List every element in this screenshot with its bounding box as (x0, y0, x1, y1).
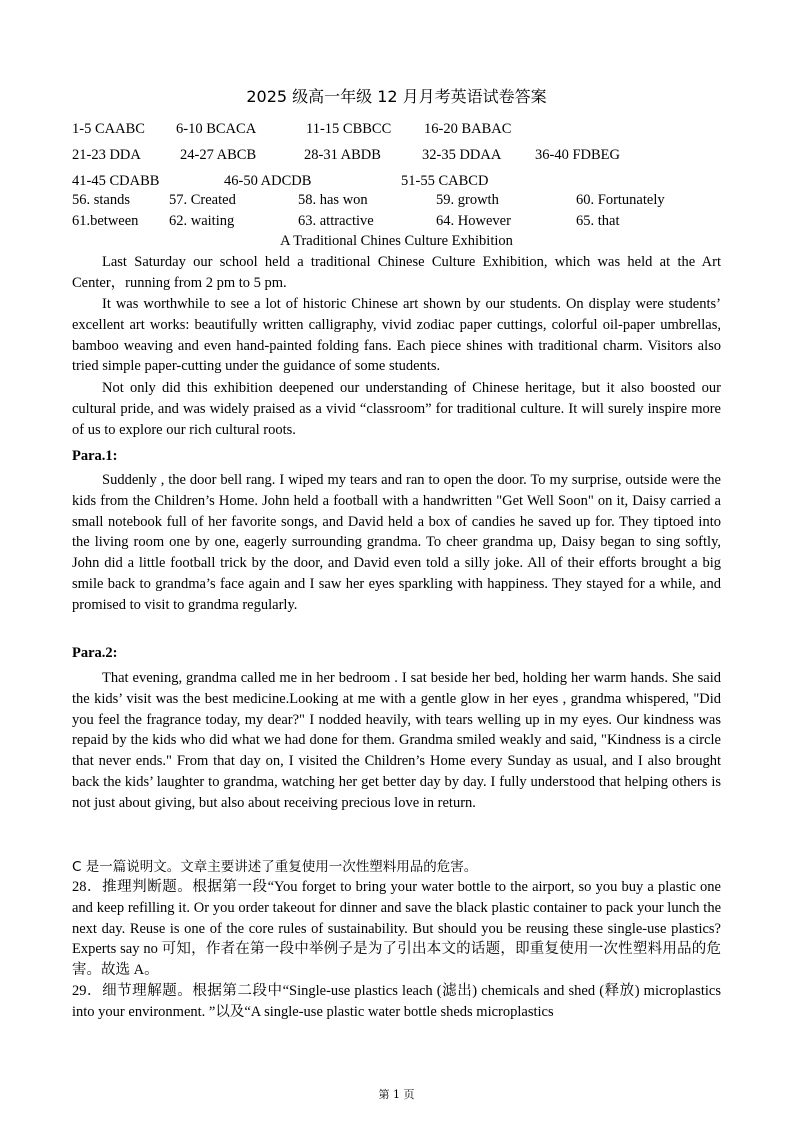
answer-item: 59. growth (436, 192, 499, 208)
essay-paragraph-2: It was worthwhile to see a lot of historic Chinese art shown by our students. On display were students’ excellent art works: beautifully written calligraphy, vivid zodiac paper cuttings, colorful oil-paper umbrellas, bamboo weaving and even hand-painted folding fans. Each piece shines with traditional charm. Visitors also tried simple paper-cutting under the guidance of some students. (72, 296, 721, 375)
question-29-explanation: 29．细节理解题。根据第二段中“Single-use plastics leach (滤出) chemicals and shed (释放) microplastics into your environment. ”以及“A single-use plastic water bottle sheds microplastics (72, 983, 721, 1020)
page-number: 第 1 页 (378, 1088, 415, 1101)
answer-group: 24-27 ABCB (180, 147, 257, 163)
answer-item: 64. However (436, 213, 511, 229)
answer-group: 46-50 ADCDB (224, 173, 312, 189)
answer-group: 28-31 ABDB (304, 147, 381, 163)
essay-paragraph-1: Last Saturday our school held a traditional Chinese Culture Exhibition, which was held at the Art Center，running from 2 pm to 5 pm. (72, 254, 721, 291)
passage-c-intro-text: C 是一篇说明文。文章主要讲述了重复使用一次性塑料用品的危害。 (72, 859, 478, 875)
answer-group: 16-20 BABAC (424, 121, 512, 137)
answer-item: 63. attractive (298, 213, 374, 229)
answer-item: 57. Created (169, 192, 236, 208)
answer-group: 6-10 BCACA (176, 121, 257, 137)
answer-item: 61.between (72, 213, 139, 229)
answer-item: 58. has won (298, 192, 368, 208)
answer-group: 41-45 CDABB (72, 173, 160, 189)
para2-heading: Para.2: (72, 645, 118, 661)
answer-item: 60. Fortunately (576, 192, 665, 208)
answer-item: 56. stands (72, 192, 130, 208)
page-title: 2025 级高一年级 12 月月考英语试卷答案 (246, 87, 547, 106)
answer-group: 21-23 DDA (72, 147, 141, 163)
essay-paragraph-3: Not only did this exhibition deepened our understanding of Chinese heritage, but it also boosted our cultural pride, and was widely praised as a vivid “classroom” for traditional culture. It will surely inspire more of us to explore our rich cultural roots. (72, 380, 721, 438)
answer-group: 36-40 FDBEG (535, 147, 620, 163)
answer-group: 32-35 DDAA (422, 147, 502, 163)
answer-item: 65. that (576, 213, 620, 229)
para1-heading: Para.1: (72, 448, 118, 464)
question-28-explanation: 28．推理判断题。根据第一段“You forget to bring your water bottle to the airport, so you buy a plastic one and keep refilling it. Or you order takeout for dinner and save the black plastic container to pack your lunch the next day. Reuse is one of the core rules of sustainability. But should you be reusing these single-use plastics? Experts say no 可知，作者在第一段中举例子是为了引出本文的话题，即重复使用一次性塑料用品的危害。故选 A。 (72, 879, 721, 979)
para2-text: That evening, grandma called me in her bedroom . I sat beside her bed, holding her warm hands. She said the kids’ visit was the best medicine.Looking at me with a gentle glow in her eyes , grandma whispered, "Did you feel the fragrance today, my dear?" I nodded heavily, with tears welling up in my eyes. Our kindness was repaid by the kids who did what we had done for them. Grandma smiled weakly and said, "Kindness is a circle that never ends." From that day on, I visited the Children’s Home every Sunday as usual, and I also brought back the kids’ laughter to grandma, watching her get better day by day. I fully understood that helping others is not just about giving, but also about receiving precious love in return. (72, 670, 721, 811)
answer-group: 1-5 CAABC (72, 121, 145, 137)
essay-title: A Traditional Chines Culture Exhibition (280, 233, 513, 249)
answer-item: 62. waiting (169, 213, 235, 229)
answer-group: 51-55 CABCD (401, 173, 489, 189)
passage-c-intro (72, 857, 721, 878)
para1-text: Suddenly , the door bell rang. I wiped my tears and ran to open the door. To my surprise, outside were the kids from the Children’s Home. John held a football with a handwritten "Get Well Soon" on it, Daisy carried a small notebook full of her favorite songs, and David held a box of candies he saved up for. They tiptoed into the living room one by one, eagerly surrounding grandma. To cheer grandma up, Daisy began to sing softly, John did a little football trick by the door, and David even told a silly joke. All of their efforts brought a big smile back to grandma’s face again and I saw her eyes sparkling with happiness. They stayed for a while, and promised to visit to grandma regularly. (72, 472, 721, 613)
answer-group: 11-15 CBBCC (306, 121, 392, 137)
